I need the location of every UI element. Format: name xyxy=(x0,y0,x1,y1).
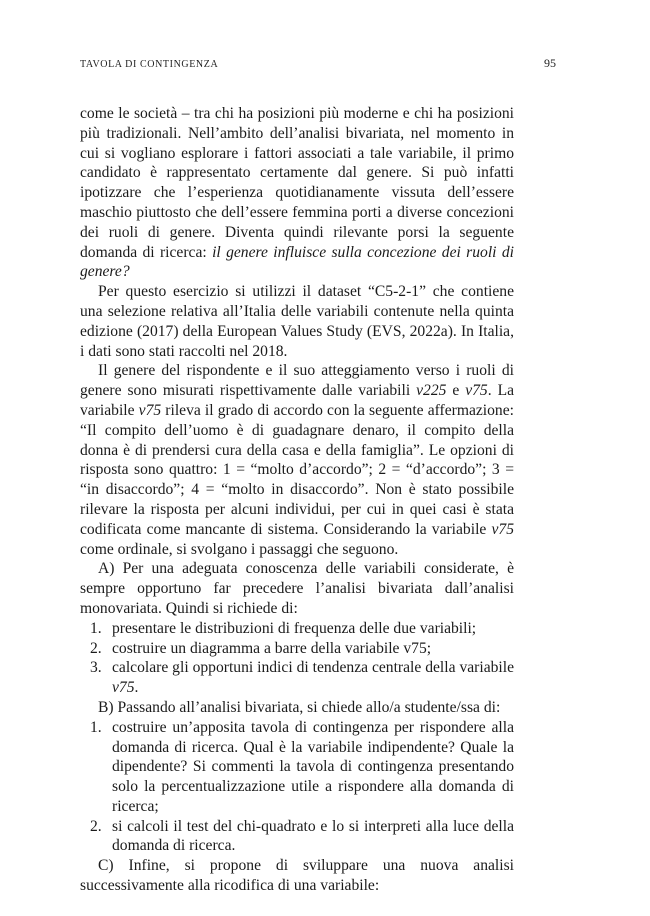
list-item xyxy=(80,619,514,639)
section-c-intro: C) Infine, si propone di sviluppare una nuova analisi successivamente alla ricodifica di una variabile: xyxy=(80,857,514,895)
paragraph-intro-text: come le società – tra chi ha posizioni più moderne e chi ha posizioni più tradizionali. Nell’ambito dell’analisi bivariata, nel momento in cui si vogliano esplorare i fattori associati a tale variabile, il primo candidato è rappresentato certamente dal genere. Si può infatti ipotizzare che l’esperienza quotidianamente vissuta dell’essere maschio piuttosto che dell’essere femmina porti a diverse concezioni dei ruoli di genere. Diventa quindi rilevante porsi la seguente domanda di ricerca: xyxy=(80,105,514,261)
list-item xyxy=(80,817,514,857)
list-item-text: costruire un’apposita tavola di contingenza per rispondere alla domanda di ricerca. Qual è la variabile indipendente? Quale la dipendente? Si commenti la tavola di contingenza presentando solo la percentualizzazione utile a rispondere alla domanda di ricerca; xyxy=(112,718,514,815)
section-b-intro: B) Passando all’analisi bivariata, si chiede allo/a studente/ssa di: xyxy=(98,698,501,716)
section-a-list xyxy=(80,619,514,698)
page-number: 95 xyxy=(544,56,556,70)
list-number: 2. xyxy=(90,639,102,657)
text-run: . La variabile xyxy=(80,382,515,419)
running-head: TAVOLA DI CONTINGENZA xyxy=(80,59,219,70)
list-number: 2. xyxy=(90,817,102,835)
text-run: e xyxy=(446,382,466,400)
list-item-text: calcolare gli opportuni indici di tendenza centrale della variabile xyxy=(112,659,514,677)
text-run: rileva il grado di accordo con la seguente affermazione: “Il compito dell’uomo è di guadagnare denaro, il compito della donna è di prendersi cura della casa e della famiglia”. Le opzioni di risposta sono quattro: 1 = “molto d’accordo”; 2 = “d’accordo”; 3 = “in disaccordo”; 4 = “molto in disaccordo”. Non è stato possibile rilevare la risposta per alcuni individui, per cui in quei casi è stata codificata come mancante di sistema. Considerando la variabile xyxy=(80,401,514,538)
body-text xyxy=(80,104,514,896)
list-item-text: costruire un diagramma a barre della variabile v75; xyxy=(112,639,432,657)
section-a-intro: A) Per una adeguata conoscenza delle variabili considerate, è sempre opportuno far precedere l’analisi bivariata dall’analisi monovariata. Quindi si richiede di: xyxy=(80,560,514,617)
variable-name: v75 xyxy=(138,401,162,419)
variable-name: v75 xyxy=(465,382,488,400)
paragraph-intro xyxy=(80,104,514,282)
list-item-text: si calcoli il test del chi-quadrato e lo si interpreti alla luce della domanda di ricerca. xyxy=(112,817,514,855)
paragraph-variables xyxy=(80,361,514,559)
variable-name: v75 xyxy=(491,520,514,538)
list-item xyxy=(80,639,514,659)
research-question: il genere influisce sulla concezione dei ruoli di genere? xyxy=(80,243,514,281)
paragraph-dataset: Per questo esercizio si utilizzi il dataset “C5-2-1” che contiene una selezione relativa all’Italia delle variabili contenute nella quinta edizione (2017) della European Values Study (EVS, 2022a). In Italia, i dati sono stati raccolti nel 2018. xyxy=(80,283,514,360)
page-header xyxy=(80,56,556,71)
list-number: 3. xyxy=(90,659,102,677)
variable-name: v225 xyxy=(416,382,447,400)
text-run: Il genere del rispondente e il suo atteggiamento verso i ruoli di genere sono misurati rispettivamente dalle variabili xyxy=(80,362,514,400)
variable-name: v75 xyxy=(112,679,135,697)
list-item xyxy=(80,718,514,817)
list-item-text: presentare le distribuzioni di frequenza delle due variabili; xyxy=(112,619,477,637)
list-number: 1. xyxy=(90,718,102,736)
text-run: come ordinale, si svolgano i passaggi che seguono. xyxy=(80,540,399,558)
text-run: . xyxy=(134,679,139,697)
list-item xyxy=(80,658,514,698)
section-b-list xyxy=(80,718,514,857)
list-number: 1. xyxy=(90,619,102,637)
